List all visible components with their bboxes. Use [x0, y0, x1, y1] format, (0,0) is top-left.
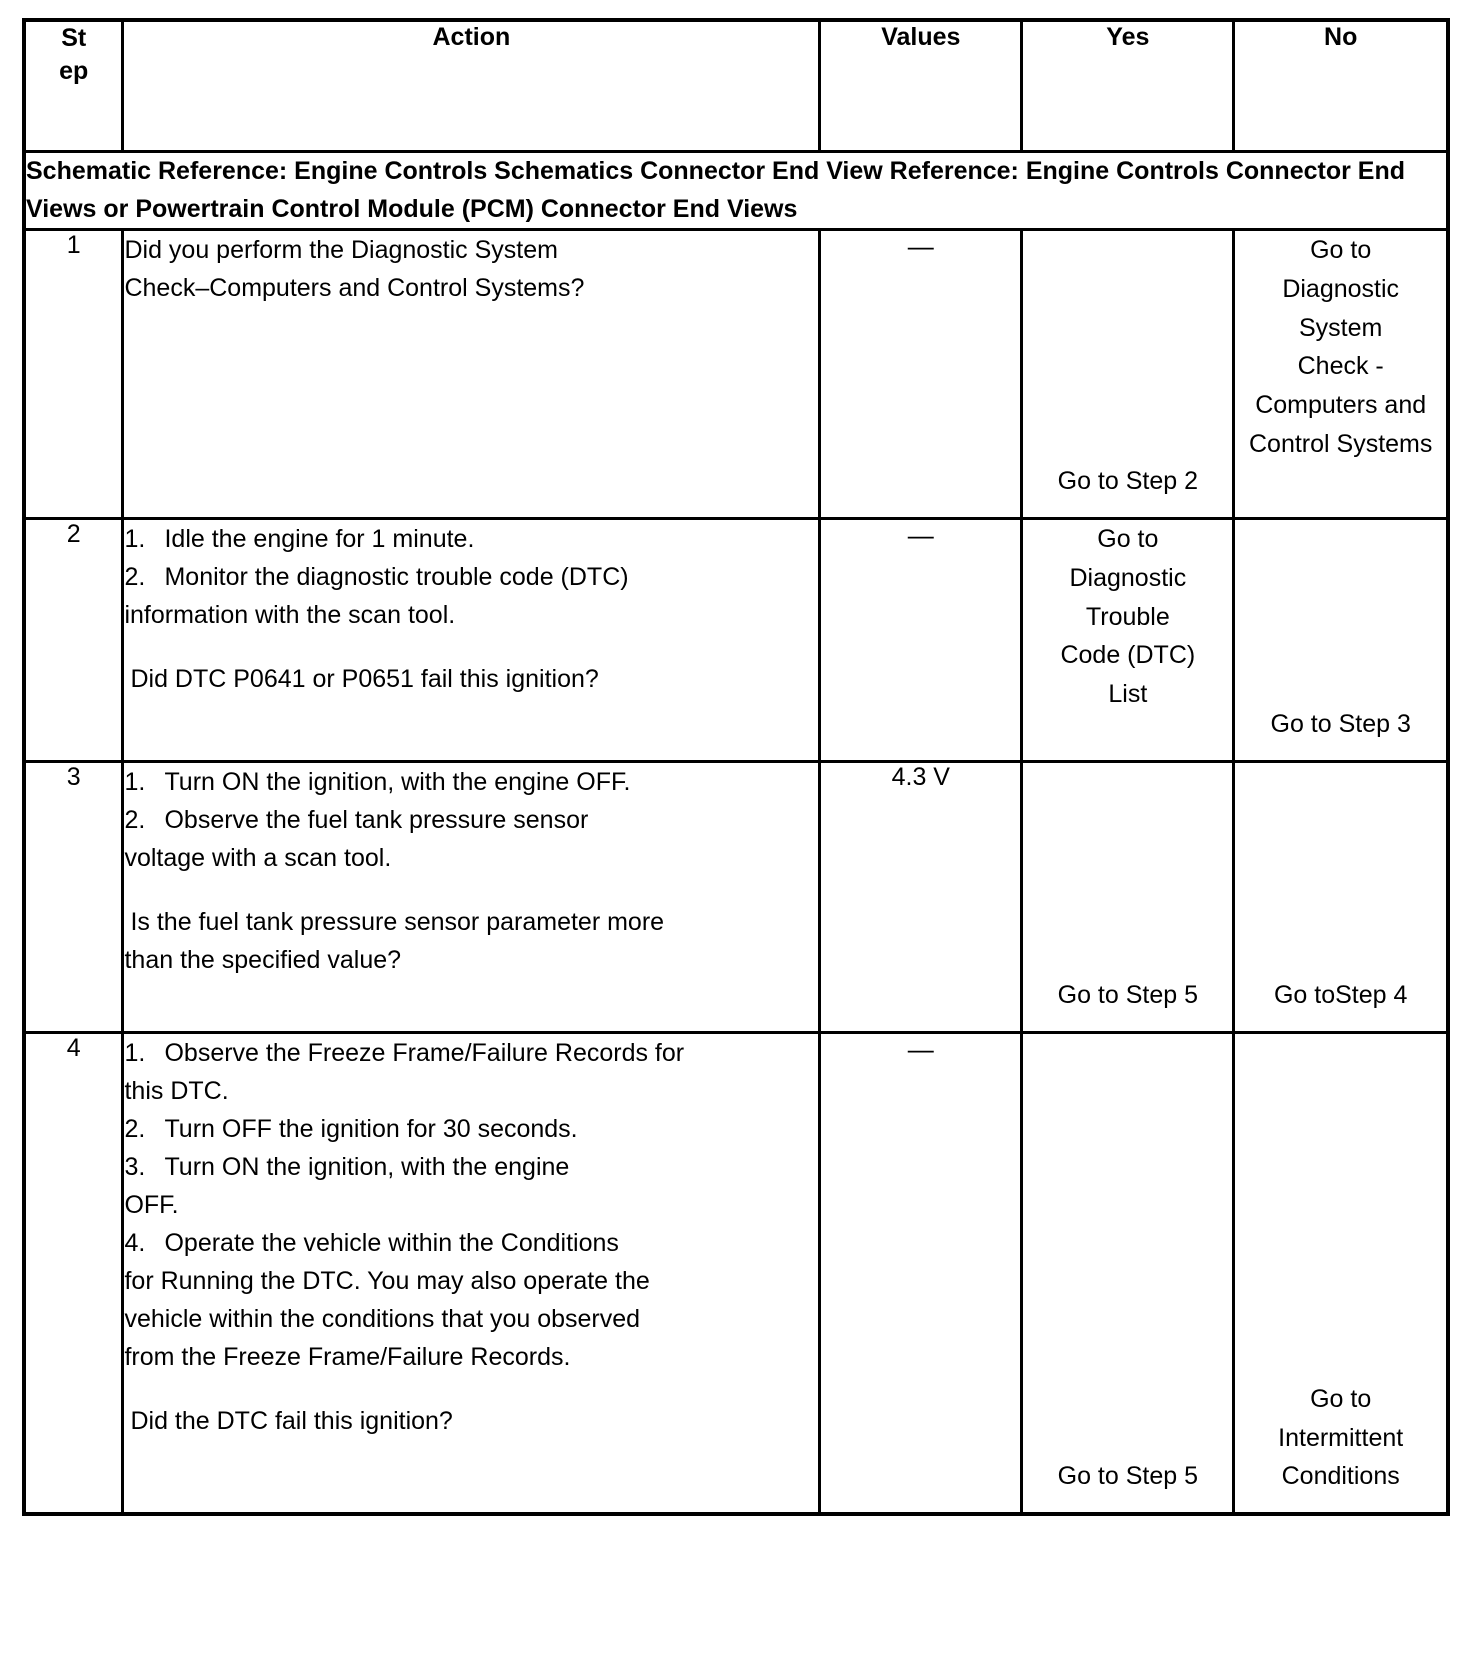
- action-item: [124, 1148, 818, 1186]
- no-line: Conditions: [1281, 1462, 1400, 1491]
- action-item-number: 3.: [124, 1153, 146, 1181]
- action-item: [124, 1300, 818, 1338]
- action-item: [124, 1262, 818, 1300]
- no-line: Intermittent: [1278, 1423, 1404, 1452]
- step-values: [820, 1033, 1022, 1515]
- no-line: Check -: [1297, 352, 1384, 381]
- step-yes: Go to Step 2: [1022, 230, 1234, 519]
- action-item-text: Turn ON the ignition, with the engine: [164, 1153, 570, 1181]
- action-item: [124, 596, 818, 634]
- action-item-text: for Running the DTC. You may also operate the: [124, 1267, 650, 1295]
- step-no: Go toStep 4: [1234, 762, 1448, 1033]
- step-yes: [1022, 519, 1234, 762]
- step-values: [820, 519, 1022, 762]
- column-header-yes: Yes: [1022, 20, 1234, 152]
- step-number: 1: [24, 230, 123, 519]
- action-item-number: 2.: [124, 1115, 146, 1143]
- yes-line: Code (DTC): [1060, 641, 1196, 670]
- action-item: [124, 520, 818, 558]
- step-yes: Go to Step 5: [1022, 1033, 1234, 1515]
- step-no: [1234, 230, 1448, 519]
- action-item-text: from the Freeze Frame/Failure Records.: [124, 1343, 571, 1371]
- schematic-reference-row: [24, 152, 1448, 230]
- values-text: —: [907, 520, 934, 550]
- spacer: [124, 877, 818, 903]
- diagnostic-procedure-table: [22, 18, 1450, 1516]
- action-item-text: Idle the engine for 1 minute.: [164, 525, 475, 553]
- step-values: [820, 762, 1022, 1033]
- column-header-no: No: [1234, 20, 1448, 152]
- action-item: [124, 1224, 818, 1262]
- step-number: 3: [24, 762, 123, 1033]
- action-item: [124, 558, 818, 596]
- action-item: [124, 801, 818, 839]
- table-row: [24, 519, 1448, 762]
- action-item-text: information with the scan tool.: [124, 601, 456, 629]
- action-item: [124, 1338, 818, 1376]
- column-header-action: Action: [123, 20, 820, 152]
- values-text: —: [907, 231, 934, 261]
- column-header-step: [24, 20, 123, 152]
- action-question: than the specified value?: [124, 946, 402, 974]
- yes-line: List: [1108, 680, 1148, 708]
- action-item-number: 4.: [124, 1229, 146, 1257]
- action-item-text: vehicle within the conditions that you observed: [124, 1305, 641, 1333]
- values-text: —: [907, 1034, 934, 1064]
- step-action: [123, 230, 820, 519]
- action-item-text: Observe the fuel tank pressure sensor: [164, 806, 589, 834]
- action-item: [124, 1110, 818, 1148]
- action-item-text: Turn ON the ignition, with the engine OFF.: [164, 768, 631, 796]
- action-line: Did you perform the Diagnostic System: [124, 236, 558, 264]
- action-item-text: Operate the vehicle within the Conditions: [164, 1229, 619, 1257]
- action-item-number: 1.: [124, 768, 146, 796]
- step-action: [123, 1033, 820, 1515]
- step-no: [1234, 1033, 1448, 1515]
- column-header-step-line2: ep: [59, 56, 89, 85]
- yes-line: Go to: [1097, 525, 1159, 553]
- action-item-number: 2.: [124, 563, 146, 591]
- action-item-text: voltage with a scan tool.: [124, 844, 392, 872]
- step-yes: Go to Step 5: [1022, 762, 1234, 1033]
- step-number: 2: [24, 519, 123, 762]
- no-line: Go to: [1310, 236, 1372, 264]
- no-line: System: [1299, 313, 1383, 342]
- no-line: Go to: [1310, 1384, 1372, 1413]
- step-values: [820, 230, 1022, 519]
- action-item: [124, 839, 818, 877]
- no-line: Computers and: [1255, 391, 1427, 419]
- column-header-step-line1: St: [61, 24, 87, 52]
- action-item: [124, 1072, 818, 1110]
- action-item-text: Turn OFF the ignition for 30 seconds.: [164, 1115, 578, 1143]
- no-line: Diagnostic: [1282, 274, 1400, 303]
- yes-line: Trouble: [1085, 602, 1170, 631]
- spacer: [124, 634, 818, 660]
- table-row: [24, 230, 1448, 519]
- table-row: [24, 1033, 1448, 1515]
- step-number: 4: [24, 1033, 123, 1515]
- column-header-values: Values: [820, 20, 1022, 152]
- step-no: Go to Step 3: [1234, 519, 1448, 762]
- table-header-row: [24, 20, 1448, 152]
- yes-line: Diagnostic: [1069, 563, 1187, 592]
- action-question: Is the fuel tank pressure sensor parameter more: [130, 908, 665, 936]
- step-action: [123, 519, 820, 762]
- action-item-text: OFF.: [124, 1191, 179, 1219]
- action-item: [124, 763, 818, 801]
- action-item-text: Monitor the diagnostic trouble code (DTC): [164, 563, 629, 591]
- no-line: Control Systems: [1248, 429, 1433, 458]
- action-question: Did DTC P0641 or P0651 fail this ignition?: [130, 665, 599, 693]
- action-question: Did the DTC fail this ignition?: [130, 1407, 453, 1435]
- action-item-number: 1.: [124, 525, 146, 553]
- action-item-text: Observe the Freeze Frame/Failure Records for: [164, 1039, 685, 1067]
- schematic-reference-note: Schematic Reference: Engine Controls Schematics Connector End View Reference: Engine Controls Connector End Views or Powertrain Control Module (PCM) Connector End Views: [24, 152, 1448, 230]
- action-line: Check–Computers and Control Systems?: [124, 274, 585, 302]
- step-action: [123, 762, 820, 1033]
- action-item: [124, 1186, 818, 1224]
- action-item: [124, 1034, 818, 1072]
- spacer: [124, 1376, 818, 1402]
- action-item-number: 2.: [124, 806, 146, 834]
- values-text: 4.3 V: [891, 763, 950, 791]
- table-row: [24, 762, 1448, 1033]
- action-item-text: this DTC.: [124, 1077, 229, 1105]
- action-item-number: 1.: [124, 1039, 146, 1067]
